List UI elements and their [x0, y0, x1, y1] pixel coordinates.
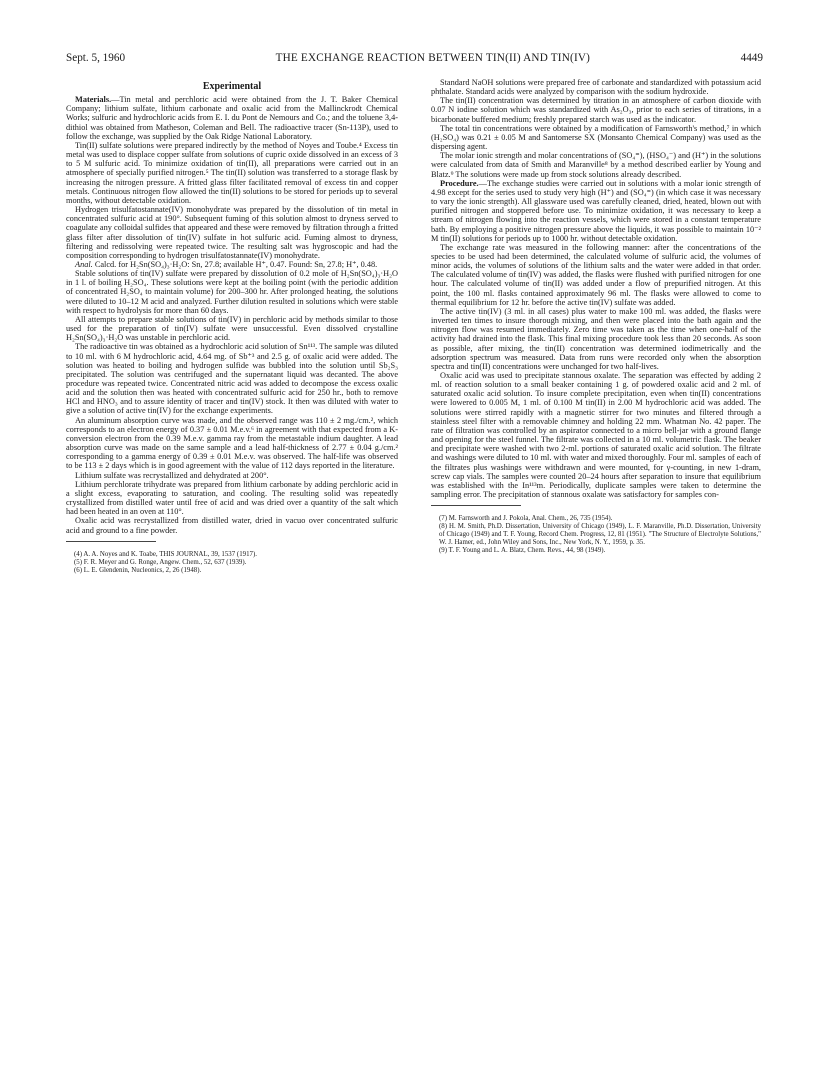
- footnotes-right: [431, 512, 761, 555]
- paragraph: All attempts to prepare stable solutions of tin(IV) in perchloric acid by methods similar to those used for the preparation of tin(IV) sulfate were unsuccessful. Even dissolved crystalline H₂Sn(SO₄)₃·H₂O was unstable in perchloric acid.: [66, 314, 398, 343]
- footnote-rule: [431, 505, 521, 506]
- runin-materials: Materials.: [75, 95, 112, 105]
- footnotes-left: [66, 548, 398, 575]
- paragraph: Oxalic acid was used to precipitate stannous oxalate. The separation was effected by adding 2 ml. of reaction solution to a small beaker containing 1 g. of powdered oxalic acid and 2 ml. of saturated oxalic acid solution. To insure complete precipitation, even when tin(II) concentrations were lowered to 0.005 M, 1 ml. of 0.100 M tin(II) in 2.00 M hydrochloric acid was added. The solutions were stirred rapidly with a magnetic stirrer for two minutes and filtered through a stainless steel filter with a removable chimney and holding 22 mm. Whatman No. 42 paper. The rate of filtration was controlled by an aspirator connected to a micro bell-jar with a ground flange and opening for the steel funnel. The filtrate was collected in a 10 ml. volumetric flask. The beaker and precipitate were washed with two 2-ml. portions of saturated oxalic acid solution. The filtrate and washings were diluted to 10 ml. with water and mixed thoroughly. Four ml. samples of each of the filtrates plus washings were withdrawn and were mounted, for γ-counting, in new 1-dram, screw cap vials. The samples were counted 20–24 hours after separation to insure that equilibrium was established with the In¹¹³m. Periodically, duplicate samples were taken to determine the sampling error. The precipitation of stannous oxalate was satisfactory for samples con-: [431, 371, 761, 500]
- header-date: Sept. 5, 1960: [66, 52, 126, 64]
- paragraph: Tin(II) sulfate solutions were prepared indirectly by the method of Noyes and Toube.⁴ Excess tin metal was used to displace copper sulfate from solutions of cupric oxide dissolved in an excess of 3 to 5 M sulfuric acid. To minimize oxidation of tin(II), all preparations were carried out in an atmosphere of specially purified nitrogen.⁵ The tin(II) solution was transferred to a storage flask by increasing the nitrogen pressure. A fritted glass filter facilitated removal of excess tin and copper metals. Continuous nitrogen flow allowed the tin(II) solutions to be stored for periods up to several months, without detectable oxidation.: [66, 140, 398, 205]
- footnote: (6) L. E. Glendenin, Nucleonics, 2, 26 (1948).: [74, 566, 202, 574]
- paragraph: Hydrogen trisulfatostannate(IV) monohydrate was prepared by the dissolution of tin metal in concentrated sulfuric acid at 190°. Subsequent fuming of this solution almost to dryness served to coagulate any colloidal sulfides that appeared and these were removed by filtration through a fritted glass filter after dissolution of tin(IV) sulfate in hot sulfuric acid. Fuming almost to dryness, filtering and redissolving were repeated twice. The resulting salt was hygroscopic and had the composition corresponding to hydrogen trisulfatostannate(IV) monohydrate.: [66, 205, 398, 260]
- paragraph: The molar ionic strength and molar concentrations of (SO₄⁼), (HSO₄⁻) and (H⁺) in the solutions were calculated from data of Smith and Maranville⁸ by a method described earlier by Young and Blatz.⁹ The solutions were made up from stock solutions already described.: [431, 151, 761, 179]
- paragraph: An aluminum absorption curve was made, and the observed range was 110 ± 2 mg./cm.², which corresponds to an electron energy of 0.37 ± 0.01 M.e.v.⁶ in agreement with that expected from a K-conversion electron from the 0.39 M.e.v. gamma ray from the metastable indium daughter. A lead absorption curve was made on the same sample and a lead half-thickness of 2.77 ± 0.04 g./cm.² corresponding to a gamma energy of 0.39 ± 0.01 M.e.v. was observed. The half-life was observed to be 113 ± 2 days which is in good agreement with the value of 112 days reported in the literature.: [66, 415, 398, 471]
- running-header: [66, 52, 763, 68]
- paragraph: Stable solutions of tin(IV) sulfate were prepared by dissolution of 0.2 mole of H₂Sn(SO₄)₃·H₂O in 1 l. of boiling H₂SO₄. These solutions were kept at the boiling point (with the periodic addition of concentrated H₂SO₄ to maintain volume) for 200–300 hr. After prolonged heating, the solutions were diluted to 10–12 M acid and analyzed. Further dilution resulted in solutions which were stable with respect to hydrolysis for more than 60 days.: [66, 269, 398, 315]
- materials-text: —Tin metal and perchloric acid were obtained from the J. T. Baker Chemical Company; lithium sulfate, lithium carbonate and oxalic acid from the Mallinckrodt Chemical Works; sulfuric and hydrochloric acids from E. I. du Pont de Nemours and Co.; and the toluene 3,4-dithiol was obtained from Matheson, Coleman and Bell. The radioactive tracer (Sn-113P), used to follow the exchange, was supplied by the Oak Ridge National Laboratory.: [66, 95, 398, 141]
- footnote: (5) F. R. Meyer and G. Ronge, Angew. Chem., 52, 637 (1939).: [74, 558, 247, 566]
- paragraph: Lithium perchlorate trihydrate was prepared from lithium carbonate by adding perchloric acid in a slight excess, evaporating to saturation, and cooling. The resulting solid was repeatedly crystallized from distilled water until free of acid and was dried over a quantity of the salt which had been heated in an oven at 110°.: [66, 479, 398, 517]
- left-column: [66, 78, 398, 575]
- procedure-text: —The exchange studies were carried out in solutions with a molar ionic strength of 4.98 except for the series used to study very high (H⁺) and (SO₄⁼) (in which case it was necessary to vary the ionic strength). All glassware used was carefully cleaned, dried, heated, blown out with purified nitrogen and stoppered before use. To minimize oxidation, it was necessary to keep a stream of nitrogen flowing into the reaction vessels, which were stored in a constant temperature bath. By employing a positive nitrogen pressure above the liquids, it was possible to maintain 10⁻² M tin(II) solutions for periods up to 1000 hr. without detectable oxidation.: [431, 178, 761, 243]
- paragraph: Oxalic acid was recrystallized from distilled water, dried in vacuo over concentrated sulfuric acid and ground to a fine powder.: [66, 516, 398, 535]
- right-column: [431, 78, 761, 555]
- runin-procedure: Procedure.: [440, 178, 479, 188]
- paragraph-materials: [66, 95, 398, 141]
- paragraph: Lithium sulfate was recrystallized and dehydrated at 200°.: [75, 470, 269, 480]
- section-heading: Experimental: [202, 81, 262, 92]
- paragraph-procedure: [431, 179, 761, 243]
- paragraph: The exchange rate was measured in the following manner: after the concentrations of the species to be used had been determined, the calculated volume of sulfuric acid, the volumes of minor acids, the volumes of solutions of the lithium salts and the water were added in that order. The calculated volume of tin(IV) was added, the flasks were flushed with purified nitrogen for one hour. The calculated volume of tin(II) was added under a flow of prepurified nitrogen. At this point, the 100 ml. flasks contained approximately 96 ml. The flasks were allowed to come to thermal equilibrium for 12 hr. before the active tin(IV) sulfate was added.: [431, 242, 761, 307]
- footnote: (9) T. F. Young and L. A. Blatz, Chem. Revs., 44, 98 (1949).: [439, 547, 606, 555]
- header-page-number: 4449: [740, 52, 763, 64]
- paragraph: The total tin concentrations were obtained by a modification of Farnsworth's method,⁷ in which (H₂SO₄) was 0.21 ± 0.05 M and Santomerse SX (Monsanto Chemical Company) was used as the dispersing agent.: [431, 123, 761, 152]
- paragraph: Standard NaOH solutions were prepared free of carbonate and standardized with potassium acid phthalate. Standard acids were analyzed by comparison with the sodium hydroxide.: [431, 78, 761, 97]
- footnote: (7) M. Farnsworth and J. Pokola, Anal. Chem., 26, 735 (1954).: [439, 515, 613, 523]
- anal-label: Anal.: [75, 259, 93, 269]
- header-title: THE EXCHANGE REACTION BETWEEN TIN(II) AND TIN(IV): [275, 52, 591, 64]
- paragraph-analysis: [66, 260, 398, 269]
- footnote-rule: [66, 541, 156, 542]
- footnote: (4) A. A. Noyes and K. Toabe, THIS JOURNAL, 39, 1537 (1917).: [74, 550, 257, 558]
- paragraph: The active tin(IV) (3 ml. in all cases) plus water to make 100 ml. was added, the flasks were inverted ten times to insure thorough mixing, and then were placed into the bath again and the nitrogen flow was resumed immediately. Zero time was taken as the time when one-half of the activity had drained into the flask. This final mixing procedure took less than 20 seconds. As soon as possible, after mixing, the tin(II) concentration was determined iodimetrically and the adsorption spectrum was measured. Data from runs were recorded only when the absorption spectra and tin(II) concentrations were unchanged for two half-lives.: [431, 306, 761, 371]
- paragraph: The radioactive tin was obtained as a hydrochloric acid solution of Sn¹¹³. The sample was diluted to 10 ml. with 6 M hydrochloric acid, 4.64 mg. of Sb⁺³ and 2.5 g. of oxalic acid were added. The solution was heated to boiling and hydrogen sulfide was bubbled into the solution until Sb₂S₃ precipitated. The solution was centrifuged and the supernatant liquid was decanted. The above procedure was repeated twice. Concentrated nitric acid was added to decompose the excess oxalic acid and the solution then was heated with concentrated sulfuric acid for 250 hr., both to remove HCl and HNO₃ and to assure identity of tracer and tin(IV) stock. It then was diluted with water to give a solution of active tin(IV) for the exchange experiments.: [66, 342, 398, 416]
- paragraph: The tin(II) concentration was determined by titration in an atmosphere of carbon dioxide with 0.07 N iodine solution which was standardized with As₂O₃, prior to each series of titrations, in a bicarbonate buffered medium; freshly prepared starch was used as the indicator.: [431, 96, 761, 124]
- footnote: (8) H. M. Smith, Ph.D. Dissertation, University of Chicago (1949), L. F. Maranville, Ph.D. Dissertation, University of Chicago (1949) and T. F. Young, Record Chem. Progress, 12, 81 (1951). "The Structure of Electrolyte Solutions," W. J. Hamer, ed., John Wiley and Sons, Inc., New York, N. Y., 1959, p. 35.: [439, 523, 761, 547]
- anal-text: Calcd. for H₂Sn(SO₄)₃·H₂O: Sn, 27.8; available H⁺, 0.47. Found: Sn, 27.8; H⁺, 0.48.: [94, 259, 378, 269]
